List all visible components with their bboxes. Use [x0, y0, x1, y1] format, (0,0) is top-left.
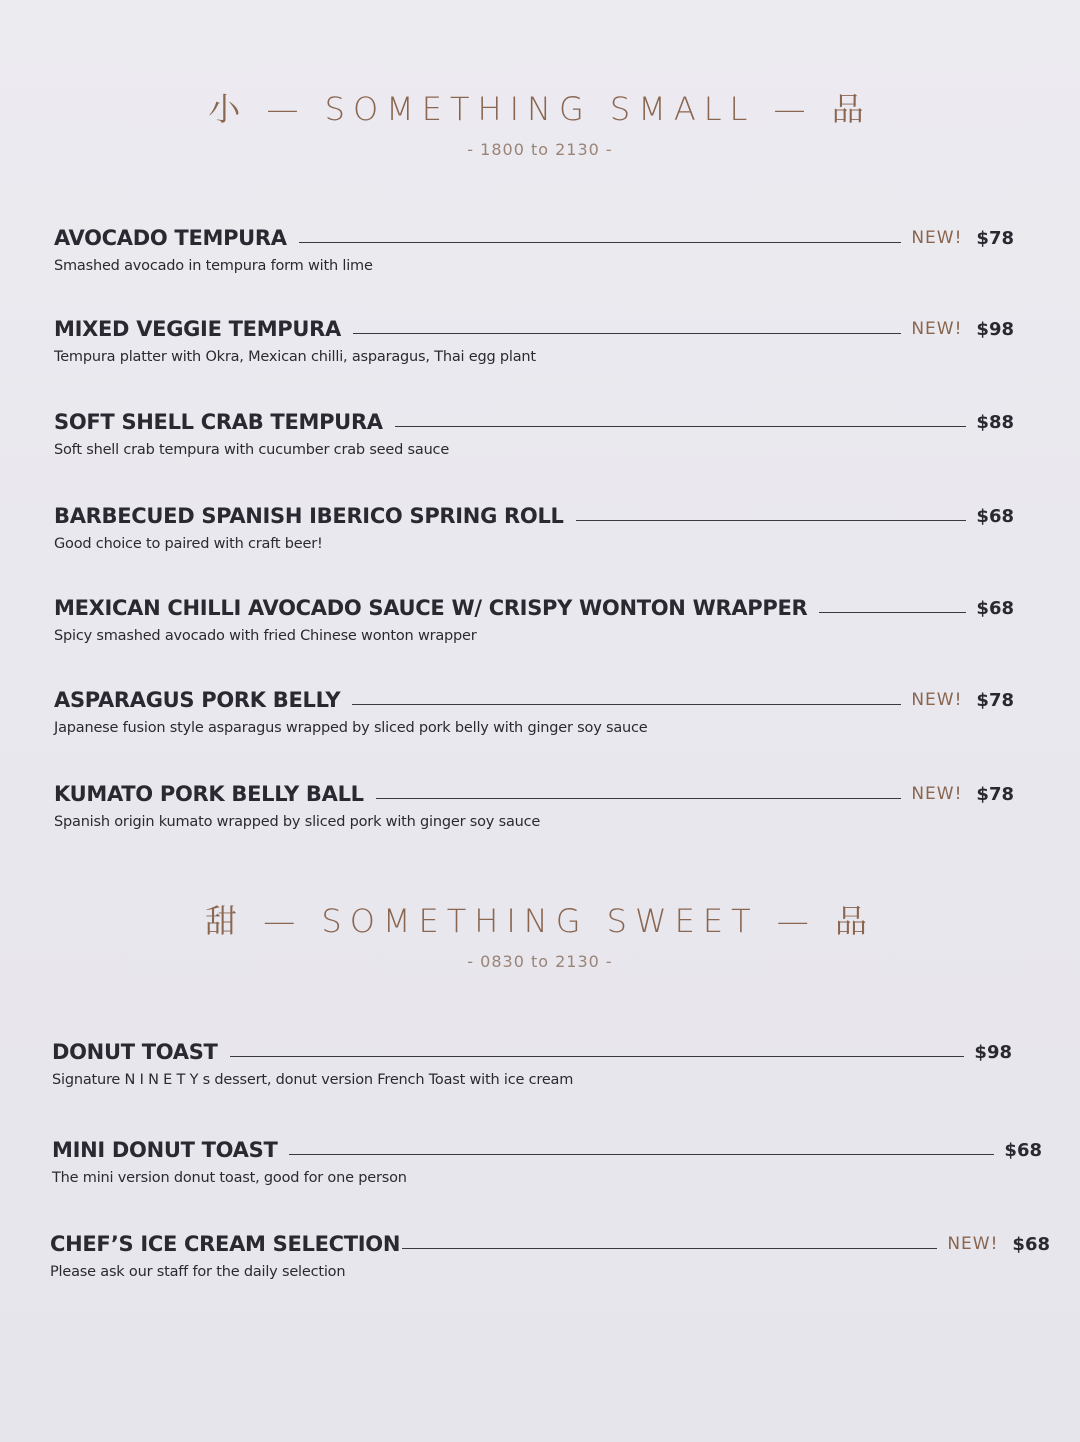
- section-cn-left: 小: [208, 90, 249, 128]
- dash-left: —: [263, 902, 304, 940]
- leader-line: [819, 612, 966, 613]
- leader-line: [395, 426, 967, 427]
- item-name: CHEF’S ICE CREAM SELECTION: [50, 1232, 401, 1256]
- section-header-sweet: [0, 896, 1080, 971]
- leader-line: [289, 1154, 994, 1155]
- menu-item: [52, 1036, 1012, 1106]
- item-price: $78: [976, 689, 1014, 711]
- section-cn-right: 品: [834, 902, 875, 940]
- dash-right: —: [776, 902, 817, 940]
- item-description: Signature N I N E T Y s dessert, donut version French Toast with ice cream: [52, 1072, 574, 1088]
- item-name: MINI DONUT TOAST: [52, 1138, 278, 1162]
- section-hours-sweet: - 0830 to 2130 -: [467, 952, 613, 971]
- new-badge: NEW!: [911, 784, 963, 804]
- item-name: BARBECUED SPANISH IBERICO SPRING ROLL: [54, 504, 564, 528]
- item-description: Tempura platter with Okra, Mexican chilli, asparagus, Thai egg plant: [54, 349, 536, 365]
- section-header-small: [0, 84, 1080, 159]
- section-title-small: [0, 84, 1080, 130]
- item-price: $98: [974, 1041, 1012, 1063]
- section-title-text: SOMETHING SWEET: [321, 902, 759, 940]
- menu-item: [54, 222, 1014, 292]
- item-name: DONUT TOAST: [52, 1040, 218, 1064]
- menu-item: [54, 684, 1014, 754]
- new-badge: NEW!: [911, 690, 963, 710]
- item-price: $68: [976, 597, 1014, 619]
- menu-item: [54, 778, 1014, 848]
- new-badge: NEW!: [911, 319, 963, 339]
- item-price: $88: [976, 411, 1014, 433]
- menu-item: [50, 1228, 1050, 1298]
- section-title-sweet: [0, 896, 1080, 942]
- item-description: Soft shell crab tempura with cucumber crab seed sauce: [54, 442, 450, 458]
- leader-line: [353, 333, 901, 334]
- menu-item: [54, 313, 1014, 383]
- item-description: The mini version donut toast, good for one person: [52, 1170, 407, 1186]
- item-price: $78: [976, 227, 1014, 249]
- item-name: MIXED VEGGIE TEMPURA: [54, 317, 341, 341]
- leader-line: [402, 1248, 937, 1249]
- leader-line: [299, 242, 902, 243]
- item-price: $68: [976, 505, 1014, 527]
- leader-line: [352, 704, 901, 705]
- item-name: SOFT SHELL CRAB TEMPURA: [54, 410, 383, 434]
- item-price: $68: [1012, 1233, 1050, 1255]
- new-badge: NEW!: [911, 228, 963, 248]
- item-description: Smashed avocado in tempura form with lime: [54, 258, 373, 274]
- menu-item: [54, 500, 1014, 570]
- section-hours-small: - 1800 to 2130 -: [467, 140, 613, 159]
- item-name: AVOCADO TEMPURA: [54, 226, 287, 250]
- item-price: $68: [1004, 1139, 1042, 1161]
- item-name: MEXICAN CHILLI AVOCADO SAUCE W/ CRISPY WONTON WRAPPER: [54, 596, 808, 620]
- dash-right: —: [773, 90, 814, 128]
- item-name: ASPARAGUS PORK BELLY: [54, 688, 341, 712]
- new-badge: NEW!: [947, 1234, 999, 1254]
- item-description: Good choice to paired with craft beer!: [54, 536, 323, 552]
- dash-left: —: [266, 90, 307, 128]
- item-price: $78: [976, 783, 1014, 805]
- item-description: Spanish origin kumato wrapped by sliced pork with ginger soy sauce: [54, 814, 541, 830]
- item-name: KUMATO PORK BELLY BALL: [54, 782, 364, 806]
- menu-item: [54, 406, 1014, 476]
- item-price: $98: [976, 318, 1014, 340]
- item-description: Japanese fusion style asparagus wrapped by sliced pork belly with ginger soy sauce: [54, 720, 648, 736]
- item-description: Spicy smashed avocado with fried Chinese wonton wrapper: [54, 628, 477, 644]
- leader-line: [376, 798, 902, 799]
- leader-line: [576, 520, 967, 521]
- leader-line: [230, 1056, 965, 1057]
- item-description: Please ask our staff for the daily selection: [50, 1264, 346, 1280]
- section-cn-left: 甜: [205, 902, 246, 940]
- menu-item: [54, 592, 1014, 662]
- section-cn-right: 品: [831, 90, 872, 128]
- section-title-text: SOMETHING SMALL: [324, 90, 756, 128]
- menu-item: [52, 1134, 1042, 1204]
